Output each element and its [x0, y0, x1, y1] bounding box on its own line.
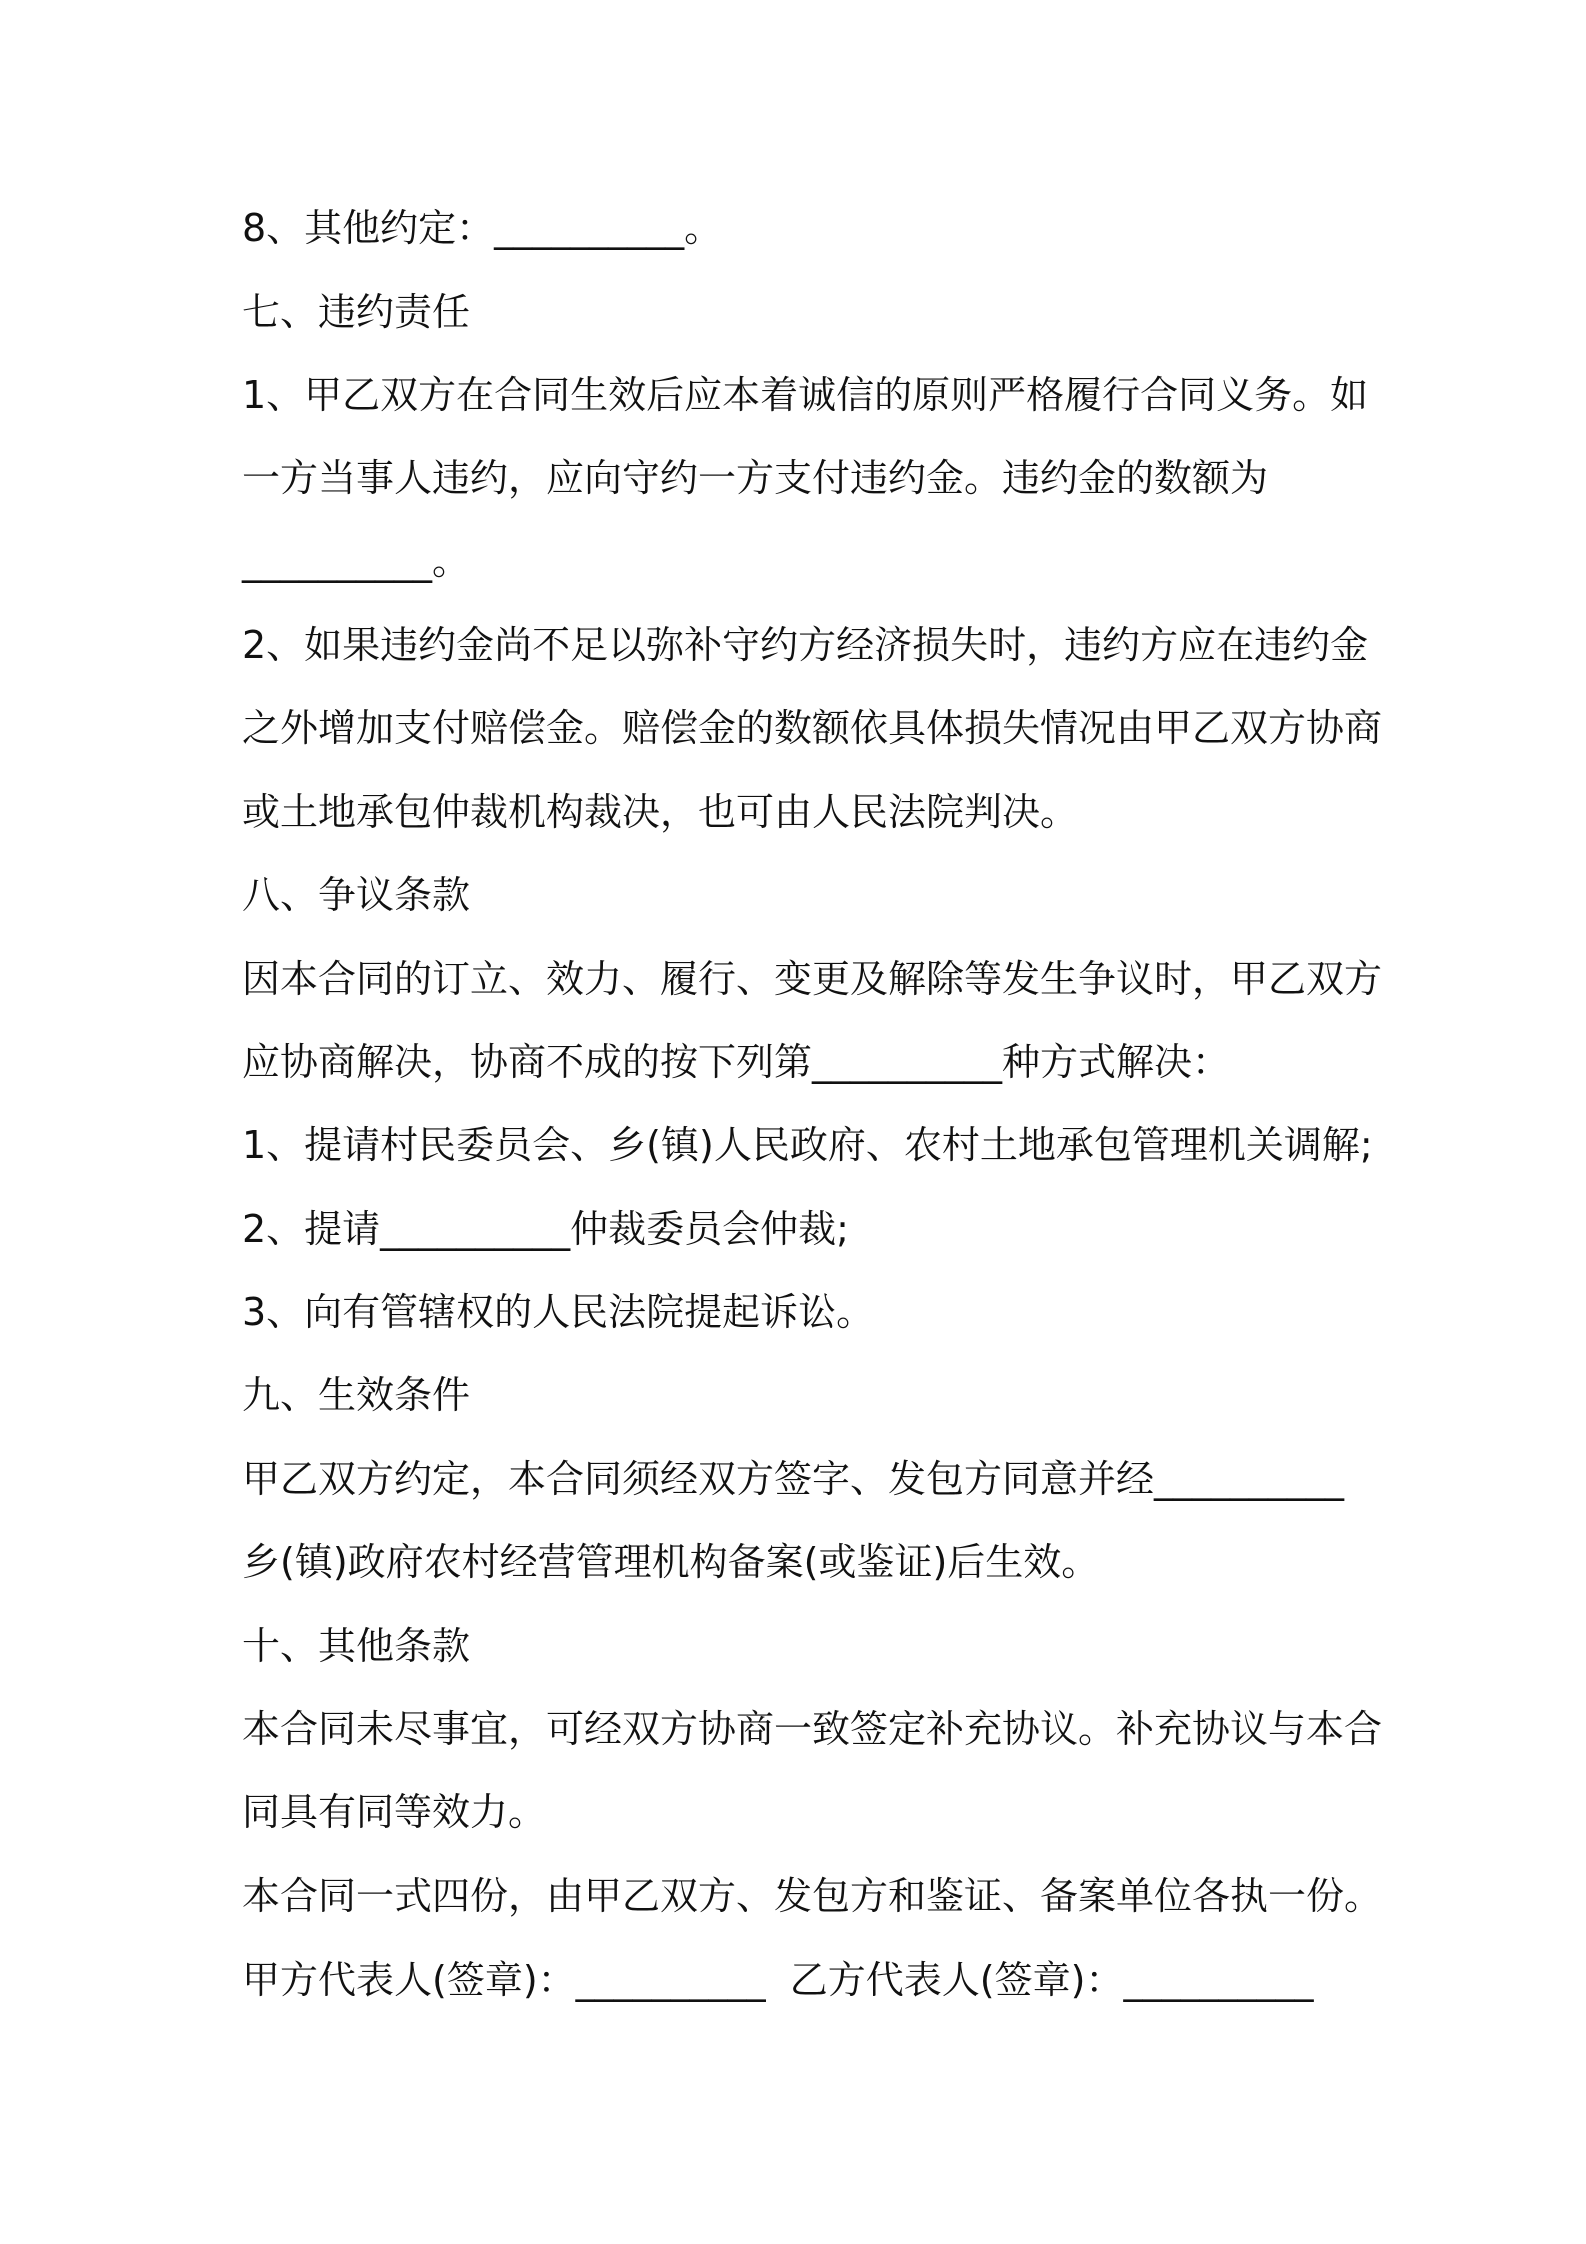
section-8-heading: 八、争议条款	[242, 873, 471, 917]
clause-7-2-line-3: 或土地承包仲裁机构裁决，也可由人民法院判决。	[242, 790, 1079, 834]
signature-line: 甲方代表人(签章)：__________ 乙方代表人(签章)：__________	[242, 1958, 1314, 2002]
section-8-intro-line-2: 应协商解决，协商不成的按下列第__________种方式解决：	[242, 1040, 1231, 1084]
section-7-heading: 七、违约责任	[242, 290, 471, 334]
section-9-line-1: 甲乙双方约定，本合同须经双方签字、发包方同意并经__________	[242, 1457, 1345, 1501]
clause-7-1-line-3: __________。	[242, 539, 471, 583]
dispute-option-3: 3、向有管辖权的人民法院提起诉讼。	[242, 1290, 875, 1334]
section-9-heading: 九、生效条件	[242, 1373, 471, 1417]
clause-7-2-line-2: 之外增加支付赔偿金。赔偿金的数额依具体损失情况由甲乙双方协商	[242, 706, 1383, 750]
section-9-line-2: 乡(镇)政府农村经营管理机构备案(或鉴证)后生效。	[242, 1540, 1100, 1584]
section-10-line-2: 同具有同等效力。	[242, 1790, 547, 1834]
section-10-heading: 十、其他条款	[242, 1624, 471, 1668]
section-10-line-1: 本合同未尽事宜，可经双方协商一致签定补充协议。补充协议与本合	[242, 1707, 1383, 1751]
section-8-intro-line-1: 因本合同的订立、效力、履行、变更及解除等发生争议时，甲乙双方	[242, 957, 1383, 1001]
dispute-option-1: 1、提请村民委员会、乡(镇)人民政府、农村土地承包管理机关调解;	[242, 1123, 1373, 1167]
clause-7-2-line-1: 2、如果违约金尚不足以弥补守约方经济损失时，违约方应在违约金	[242, 623, 1369, 667]
clause-7-1-line-2: 一方当事人违约，应向守约一方支付违约金。违约金的数额为	[242, 456, 1269, 500]
clause-7-1-line-1: 1、甲乙双方在合同生效后应本着诚信的原则严格履行合同义务。如	[242, 373, 1369, 417]
copies-clause: 本合同一式四份，由甲乙双方、发包方和鉴证、备案单位各执一份。	[242, 1874, 1383, 1918]
clause-8-other-agreement: 8、其他约定：__________。	[242, 206, 723, 250]
dispute-option-2: 2、提请__________仲裁委员会仲裁;	[242, 1207, 849, 1251]
